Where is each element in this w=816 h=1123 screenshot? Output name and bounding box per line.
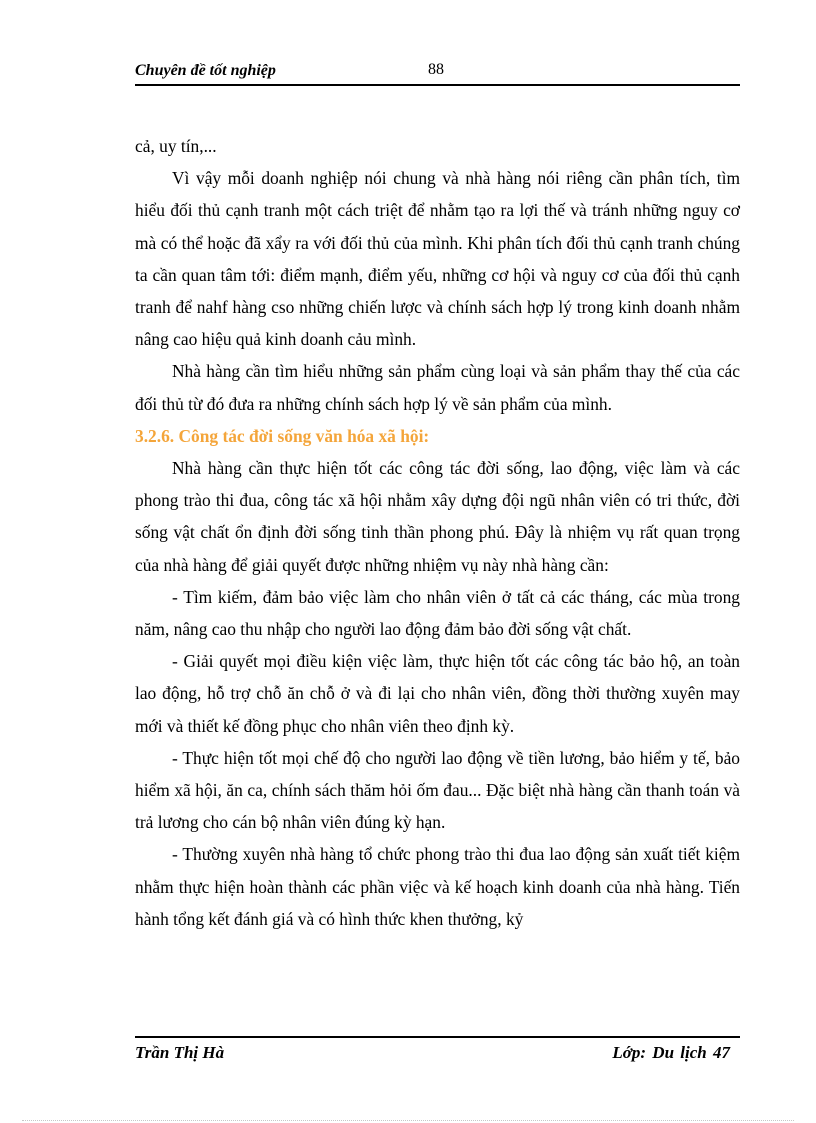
class-label: Lớp: Du lịch 47: [612, 1043, 730, 1062]
page-header: [135, 58, 740, 86]
document-body: [135, 130, 740, 935]
bullet-employment: - Tìm kiếm, đảm bảo việc làm cho nhân viên ở tất cả các tháng, các mùa trong năm, nâng cao thu nhập cho người lao động đảm bảo đời sống vật chất.: [135, 586, 740, 640]
page-edge-divider: [22, 1120, 794, 1121]
page-number: 88: [428, 61, 444, 78]
bullet-emulation: - Thường xuyên nhà hàng tổ chức phong trào thi đua lao động sản xuất tiết kiệm nhằm thực hiện hoàn thành các phần việc và kế hoạch kinh doanh của nhà hàng. Tiến hành tổng kết đánh giá và có hình thức khen thưởng, kỷ: [135, 844, 740, 929]
section-heading: 3.2.6. Công tác đời sống văn hóa xã hội:: [135, 425, 430, 446]
author-name: Trần Thị Hà: [135, 1043, 225, 1062]
continuation-paragraph: cả, uy tín,...: [135, 136, 217, 156]
competitor-analysis-paragraph: Vì vậy mỗi doanh nghiệp nói chung và nhà hàng nói riêng cần phân tích, tìm hiểu đối thủ cạnh tranh một cách triệt để nhằm tạo ra lợi thế và tránh những nguy cơ mà có thể hoặc đã xẩy ra với đối thủ của mình. Khi phân tích đối thủ cạnh tranh chúng ta cần quan tâm tới: điểm mạnh, điểm yếu, những cơ hội và nguy cơ của đối thủ cạnh tranh để nahf hàng cso những chiến lược và chính sách hợp lý trong kinh doanh nhằm nâng cao hiệu quả kinh doanh cảu mình.: [135, 168, 740, 350]
bullet-benefits: - Thực hiện tốt mọi chế độ cho người lao động về tiền lương, bảo hiểm y tế, bảo hiểm xã hội, ăn ca, chính sách thăm hỏi ốm đau... Đặc biệt nhà hàng cần thanh toán và trả lương cho cán bộ nhân viên đúng kỳ hạn.: [135, 747, 740, 833]
section-intro-paragraph: Nhà hàng cần thực hiện tốt các công tác đời sống, lao động, việc làm và các phong trào thi đua, công tác xã hội nhằm xây dựng đội ngũ nhân viên có tri thức, đời sống vật chất ổn định đời sống tinh thần phong phú. Đây là nhiệm vụ rất quan trọng của nhà hàng để giải quyết được những nhiệm vụ này nhà hàng cần:: [135, 458, 740, 575]
document-title: Chuyên đề tốt nghiệp: [135, 62, 276, 79]
page-footer: [135, 1036, 740, 1066]
product-research-paragraph: Nhà hàng cần tìm hiểu những sản phẩm cùng loại và sản phẩm thay thế của các đối thủ từ đó đưa ra những chính sách hợp lý về sản phẩm của mình.: [135, 361, 740, 414]
bullet-working-conditions: - Giải quyết mọi điều kiện việc làm, thực hiện tốt các công tác bảo hộ, an toàn lao động, hỗ trợ chỗ ăn chỗ ở và đi lại cho nhân viên, đồng thời thường xuyên may mới và thiết kế đồng phục cho nhân viên theo định kỳ.: [135, 651, 740, 736]
